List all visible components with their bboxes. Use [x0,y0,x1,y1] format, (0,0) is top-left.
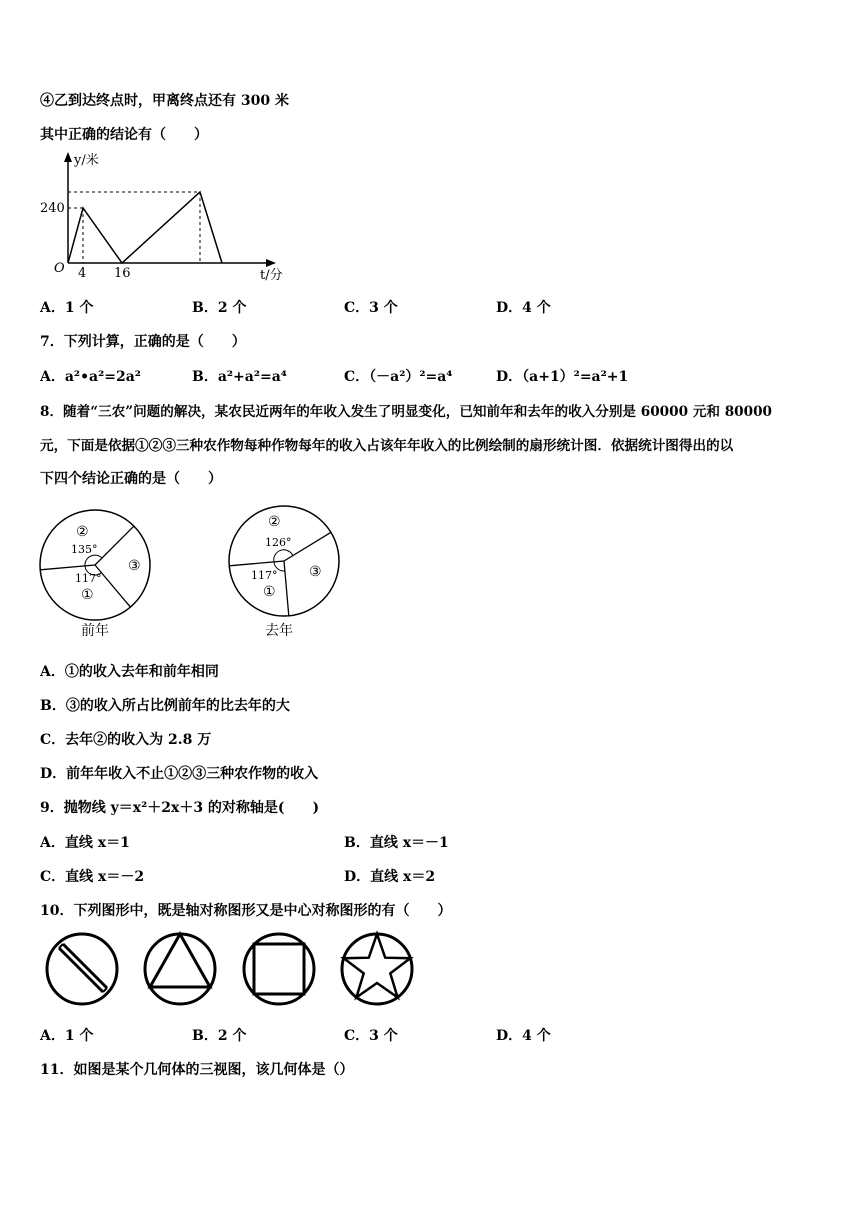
q7-stem: 7．下列计算，正确的是（ ） [40,334,246,350]
q9-option-b: B．直线 x＝－1 [344,835,449,851]
pie1-sector-1: ① [81,587,94,603]
q6-option-b: B．2 个 [192,300,247,316]
q6-option-d: D．4 个 [496,300,551,316]
pie1-angle-1: 117° [75,572,102,585]
q8-stem-line-3: 下四个结论正确的是（ ） [40,471,222,487]
q6-distance-time-graph [40,148,300,288]
pie1-caption: 前年 [81,623,109,639]
q10-option-d: D．4 个 [496,1028,551,1044]
pie2-angle-1: 117° [251,569,278,582]
q9-option-c: C．直线 x＝－2 [40,869,145,885]
q8-option-d: D．前年年收入不止①②③三种农作物的收入 [40,766,319,782]
pie2-sector-1: ① [263,584,276,600]
q10-option-b: B．2 个 [192,1028,247,1044]
circle-square-shape [244,934,314,1004]
q10-option-a: A．1 个 [40,1028,94,1044]
q6-prompt: 其中正确的结论有（ ） [40,127,208,143]
q6-statement-4: ④乙到达终点时，甲离终点还有 300 米 [40,93,289,109]
q7-option-b: B．a²+a²=a⁴ [192,369,287,385]
q8-pie-chart-previous-year [38,508,168,648]
q10-stem: 10．下列图形中，既是轴对称图形又是中心对称图形的有（ ） [40,903,452,919]
q8-stem-line-2: 元，下面是依据①②③三种农作物每种作物每年的收入占该年年收入的比例绘制的扇形统计图．依据统计图得出的以 [40,438,734,454]
graph-x-label: t/分 [260,268,283,283]
circle-triangle-shape [145,934,215,1004]
q8-option-a: A．①的收入去年和前年相同 [40,664,219,680]
q8-option-c: C．去年②的收入为 2.8 万 [40,732,212,748]
circle-slash-shape [47,934,117,1004]
circle-star-shape [342,934,412,1004]
pie2-caption: 去年 [265,623,293,639]
graph-x-tick-2: 16 [114,266,131,281]
q7-option-a: A．a²•a²=2a² [40,369,141,385]
q7-option-d: D．（a+1）²=a²+1 [496,369,629,385]
q8-stem-line-1: 8．随着“三农”问题的解决，某农民近两年的年收入发生了明显变化，已知前年和去年的收入分别是 60000 元和 80000 [40,404,773,420]
q8-option-b: B．③的收入所占比例前年的比去年的大 [40,698,290,714]
pie2-sector-2: ② [268,514,281,530]
q7-option-c: C．（－a²）²=a⁴ [344,369,453,385]
pie1-sector-2: ② [76,524,89,540]
pie2-angle-2: 126° [265,536,292,549]
q11-stem: 11．如图是某个几何体的三视图，该几何体是（） [40,1062,354,1078]
q6-option-c: C．3 个 [344,300,398,316]
pie1-sector-3: ③ [128,558,141,574]
q10-shapes-figure [40,925,430,1015]
q10-option-c: C．3 个 [344,1028,398,1044]
q6-option-a: A．1 个 [40,300,94,316]
graph-x-tick-1: 4 [78,266,87,281]
pie1-angle-2: 135° [71,543,98,556]
pie2-sector-3: ③ [309,564,322,580]
q9-option-a: A．直线 x＝1 [40,835,130,851]
q9-option-d: D．直线 x＝2 [344,869,436,885]
q9-stem: 9．抛物线 y＝x²＋2x＋3 的对称轴是( ) [40,800,320,816]
q8-pie-chart-last-year [227,504,357,644]
graph-origin: O [54,261,65,276]
graph-y-label: y/米 [74,153,99,168]
graph-y-tick: 240 [40,201,65,216]
